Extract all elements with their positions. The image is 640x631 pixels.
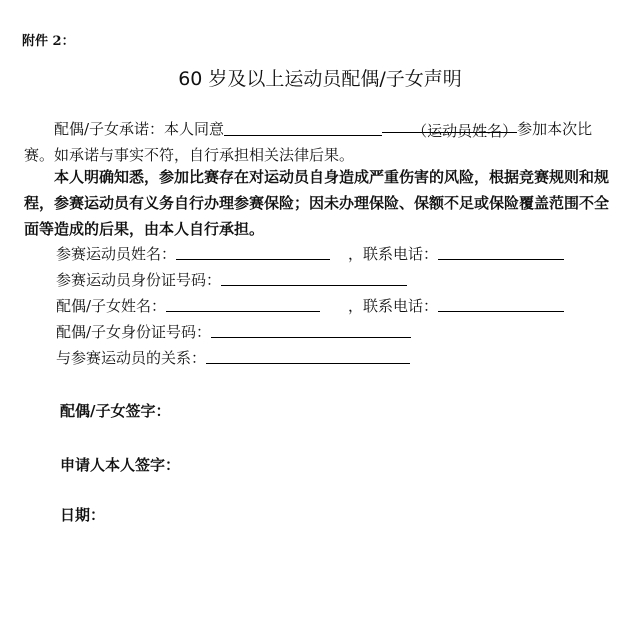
athlete-name-blank[interactable] [224,121,382,136]
relation-input[interactable] [206,349,410,364]
applicant-signature-label: 申请人本人签字： [60,456,181,474]
athlete-phone-input[interactable] [438,245,564,260]
spouse-name-label: 配偶/子女姓名： [56,297,167,315]
spouse-id-label: 配偶/子女身份证号码： [56,323,212,341]
spouse-phone-label: ，联系电话： [348,297,439,315]
spouse-id-input[interactable] [211,323,411,338]
spouse-signature-label: 配偶/子女签字： [60,402,171,420]
athlete-name-input[interactable] [176,245,330,260]
athlete-name-row [56,244,330,264]
spouse-id-row [56,322,411,342]
spouse-name-row [56,296,320,316]
commitment-prefix: 配偶/子女承诺：本人同意 [54,120,225,138]
relation-row [56,348,410,368]
relation-label: 与参赛运动员的关系： [56,349,207,367]
spouse-phone-input[interactable] [438,297,564,312]
commitment-suffix: 参加本次比赛。如承诺与事实不符，自行承担相关法律后果。 [24,120,593,164]
date-label: 日期： [60,506,106,524]
risk-notice-paragraph: 本人明确知悉，参加比赛存在对运动员自身造成严重伤害的风险，根据竞赛规则和规程，参赛运动员有义务自行办理参赛保险；因未办理保险、保额不足或保险覆盖范围不全面等造成的后果，由本人自行承担。 [24,168,610,238]
commitment-paragraph [24,116,614,168]
athlete-name-label: 参赛运动员姓名： [56,245,177,263]
athlete-id-input[interactable] [221,271,407,286]
spouse-phone-row [348,296,564,316]
spouse-name-input[interactable] [166,297,320,312]
athlete-phone-row [348,244,564,264]
athlete-id-label: 参赛运动员身份证号码： [56,271,222,289]
page-title: 60 岁及以上运动员配偶/子女声明 [178,68,462,90]
athlete-id-row [56,270,407,290]
attachment-label: 附件 2： [22,34,75,49]
athlete-phone-label: ，联系电话： [348,245,439,263]
athlete-name-hint: （运动员姓名） [382,118,517,133]
